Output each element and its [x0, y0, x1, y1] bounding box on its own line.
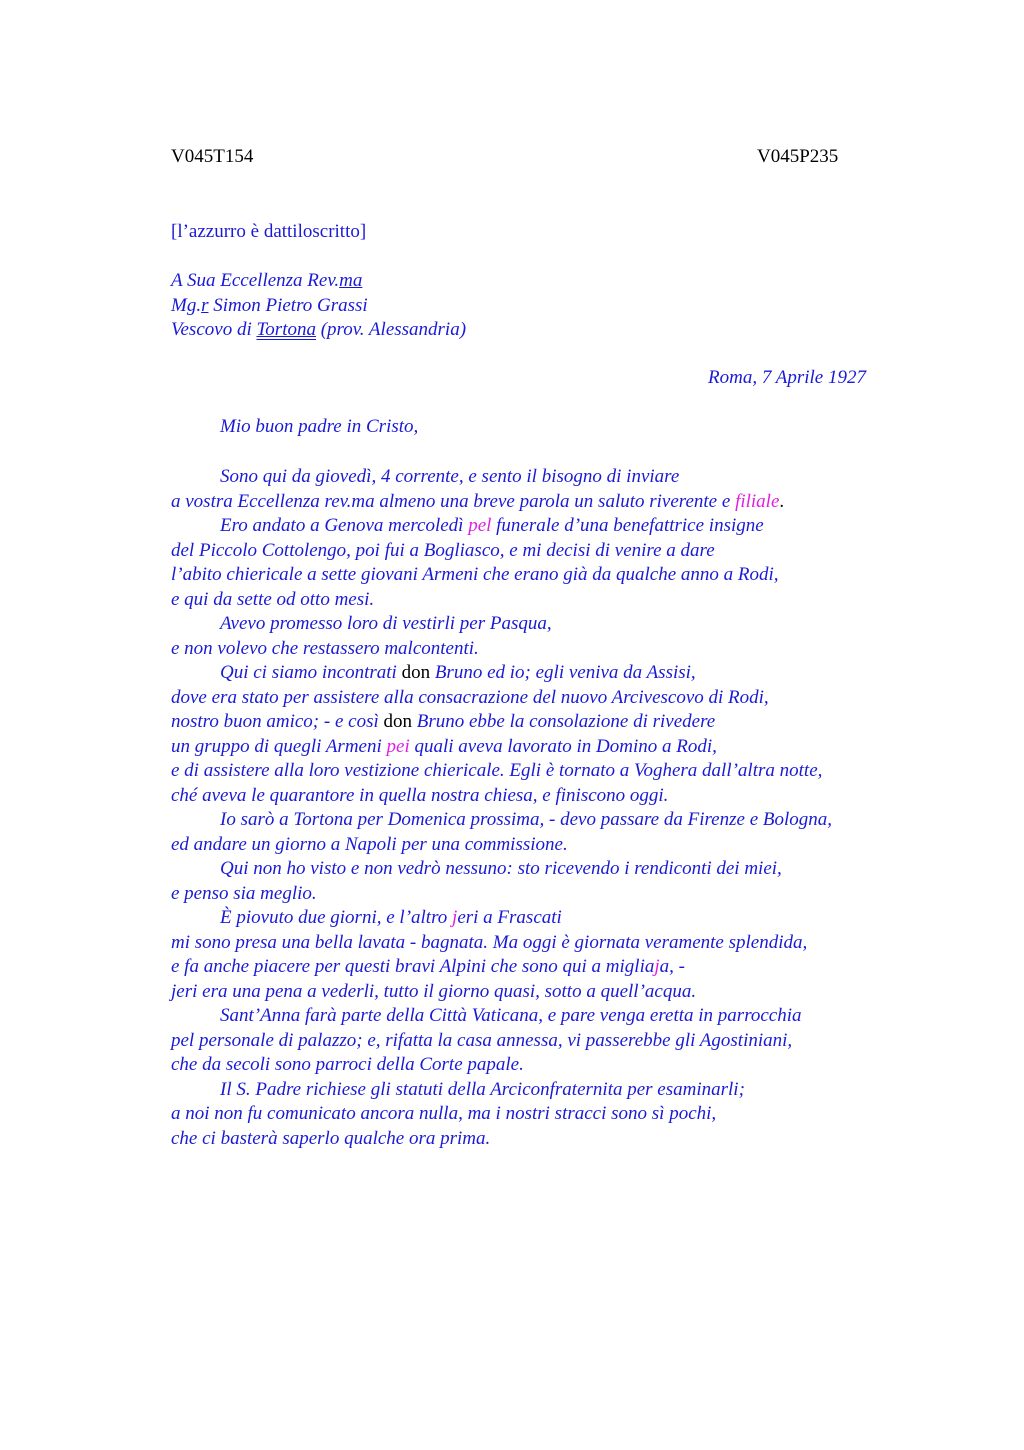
- body-text: Bruno ebbe la consolazione di rivedere: [412, 711, 716, 732]
- body-text: nostro buon amico; - e così: [171, 711, 384, 732]
- address-text: (prov. Alessandria): [315, 319, 467, 340]
- body-text: a, -: [659, 956, 685, 977]
- address-line-2: [171, 294, 466, 319]
- body-line: ed andare un giorno a Napoli per una commissione.: [171, 833, 568, 855]
- address-superscript: ma: [339, 270, 363, 291]
- body-line: del Piccolo Cottolengo, poi fui a Bogliasco, e mi decisi di venire a dare: [171, 539, 715, 561]
- body-text: È piovuto due giorni, e l’altro: [220, 907, 453, 928]
- address-city: Tortona: [256, 319, 316, 340]
- body-line: [171, 710, 901, 735]
- body-line: l’abito chiericale a sette giovani Armeni che erano già da qualche anno a Rodi,: [171, 564, 779, 585]
- address-text: Vescovo di: [171, 319, 257, 340]
- body-line: e penso sia meglio.: [171, 882, 317, 904]
- recipient-address: [171, 269, 466, 343]
- body-text: Ero andato a Genova mercoledì: [220, 515, 469, 536]
- body-text-black: don: [401, 662, 431, 683]
- body-line: Sono qui da giovedì, 4 corrente, e sento il bisogno di inviare: [220, 466, 680, 487]
- address-line-3: [171, 318, 466, 343]
- body-line: ché aveva le quarantore in quella nostra chiesa, e finiscono oggi.: [171, 784, 669, 806]
- body-line: e qui da sette od otto mesi.: [171, 588, 375, 610]
- body-text: a vostra Eccellenza rev.ma almeno una breve parola un saluto riverente e: [171, 490, 736, 512]
- salutation: Mio buon padre in Cristo,: [220, 416, 419, 437]
- body-text: quali aveva lavorato in Domino a Rodi,: [409, 735, 717, 757]
- body-line: Io sarò a Tortona per Domenica prossima, - devo passare da Firenze e Bologna,: [220, 809, 833, 830]
- body-line: [171, 514, 901, 539]
- address-text: Mg.: [171, 294, 202, 316]
- address-text: Simon Pietro Grassi: [208, 294, 368, 316]
- address-line-1: [171, 269, 466, 294]
- body-line: mi sono presa una bella lavata - bagnata. Ma oggi è giornata veramente splendida,: [171, 931, 808, 953]
- document-code-right: V045P235: [757, 146, 839, 167]
- highlight-word: pei: [386, 735, 410, 757]
- highlight-letter: j: [654, 956, 660, 977]
- letter-date: Roma, 7 Aprile 1927: [708, 367, 866, 388]
- body-line: che ci basterà saperlo qualche ora prima.: [171, 1127, 491, 1149]
- address-text: A Sua Eccellenza Rev.: [171, 270, 340, 291]
- highlight-word: filiale: [735, 490, 780, 512]
- body-text: eri a Frascati: [457, 907, 562, 928]
- document-code-left: V045T154: [171, 146, 254, 167]
- highlight-letter: j: [452, 907, 458, 928]
- body-line: e di assistere alla loro vestizione chiericale. Egli è tornato a Voghera dall’altra notte,: [171, 760, 823, 781]
- address-superscript: r: [201, 294, 209, 316]
- body-line: che da secoli sono parroci della Corte papale.: [171, 1054, 524, 1075]
- body-line: e non volevo che restassero malcontenti.: [171, 637, 479, 659]
- body-line: Avevo promesso loro di vestirli per Pasqua,: [220, 613, 552, 634]
- body-line: a noi non fu comunicato ancora nulla, ma i nostri stracci sono sì pochi,: [171, 1103, 717, 1124]
- editor-note: [l’azzurro è dattiloscritto]: [171, 221, 367, 242]
- body-text: .: [779, 490, 785, 512]
- body-line: Il S. Padre richiese gli statuti della Arciconfraternita per esaminarli;: [220, 1078, 745, 1100]
- body-text: funerale d’una benefattrice insigne: [491, 515, 764, 536]
- body-line: [171, 661, 901, 686]
- body-line: [171, 735, 901, 760]
- body-text: Qui ci siamo incontrati: [220, 662, 402, 683]
- body-line: dove era stato per assistere alla consacrazione del nuovo Arcivescovo di Rodi,: [171, 686, 769, 708]
- body-text: Bruno ed io; egli veniva da Assisi,: [430, 662, 696, 683]
- body-line: pel personale di palazzo; e, rifatta la casa annessa, vi passerebbe gli Agostiniani,: [171, 1029, 793, 1051]
- body-line: [171, 955, 901, 980]
- body-line: [171, 906, 901, 931]
- body-text: e fa anche piacere per questi bravi Alpini che sono qui a miglia: [171, 956, 655, 977]
- letter-body: [171, 465, 901, 1151]
- body-line: [171, 490, 901, 515]
- body-text: un gruppo di quegli Armeni: [171, 735, 387, 757]
- body-line: Sant’Anna farà parte della Città Vaticana, e pare venga eretta in parrocchia: [220, 1005, 802, 1026]
- body-text-black: don: [383, 711, 412, 732]
- body-line: Qui non ho visto e non vedrò nessuno: sto ricevendo i rendiconti dei miei,: [220, 858, 782, 879]
- body-line: jeri era una pena a vederli, tutto il giorno quasi, sotto a quell’acqua.: [171, 980, 697, 1002]
- highlight-word: pel: [468, 515, 492, 536]
